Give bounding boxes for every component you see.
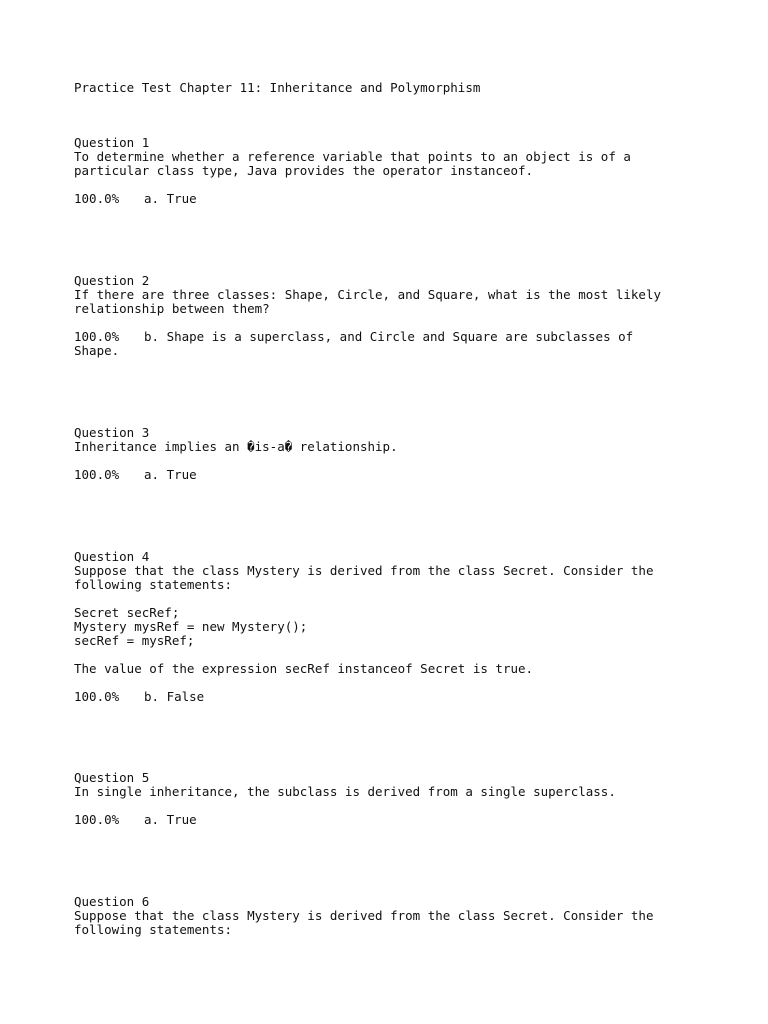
question-5 <box>74 771 714 827</box>
question-text-line: Inheritance implies an �is-a� relationship. <box>74 439 398 454</box>
question-6 <box>74 895 714 937</box>
question-label: Question 4 <box>74 549 150 564</box>
question-text-line: In single inheritance, the subclass is derived from a single superclass. <box>74 784 616 799</box>
answer-text-continuation: Shape. <box>74 343 120 358</box>
answer-text: b. False <box>144 689 205 704</box>
answer-text: a. True <box>144 191 197 206</box>
answer-row <box>74 330 714 344</box>
answer-text: b. Shape is a superclass, and Circle and Square are subclasses of <box>144 329 634 344</box>
question-text-line: Suppose that the class Mystery is derived from the class Secret. Consider the <box>74 563 654 578</box>
question-label: Question 2 <box>74 273 150 288</box>
question-label: Question 6 <box>74 894 150 909</box>
question-text-line: particular class type, Java provides the operator instanceof. <box>74 163 534 178</box>
code-line: secRef = mysRef; <box>74 633 195 648</box>
question-label: Question 3 <box>74 425 150 440</box>
question-4 <box>74 550 714 704</box>
answer-score: 100.0% <box>74 812 120 827</box>
question-3 <box>74 426 714 482</box>
code-line: Mystery mysRef = new Mystery(); <box>74 619 308 634</box>
answer-row <box>74 468 714 482</box>
answer-score: 100.0% <box>74 191 120 206</box>
question-text-line: To determine whether a reference variable that points to an object is of a <box>74 149 631 164</box>
answer-score: 100.0% <box>74 329 120 344</box>
question-2 <box>74 274 714 358</box>
document-title: Practice Test Chapter 11: Inheritance and Polymorphism <box>74 80 481 95</box>
question-text-line: If there are three classes: Shape, Circle, and Square, what is the most likely <box>74 287 661 302</box>
question-statement: The value of the expression secRef instanceof Secret is true. <box>74 661 534 676</box>
answer-row <box>74 690 714 704</box>
question-1 <box>74 136 714 206</box>
question-text-line: relationship between them? <box>74 301 270 316</box>
answer-score: 100.0% <box>74 689 120 704</box>
question-label: Question 5 <box>74 770 150 785</box>
question-label: Question 1 <box>74 135 150 150</box>
answer-text: a. True <box>144 467 197 482</box>
answer-score: 100.0% <box>74 467 120 482</box>
question-text-line: following statements: <box>74 922 233 937</box>
answer-text: a. True <box>144 812 197 827</box>
answer-row <box>74 813 714 827</box>
code-line: Secret secRef; <box>74 605 180 620</box>
answer-row <box>74 192 714 206</box>
question-text-line: Suppose that the class Mystery is derived from the class Secret. Consider the <box>74 908 654 923</box>
question-text-line: following statements: <box>74 577 233 592</box>
